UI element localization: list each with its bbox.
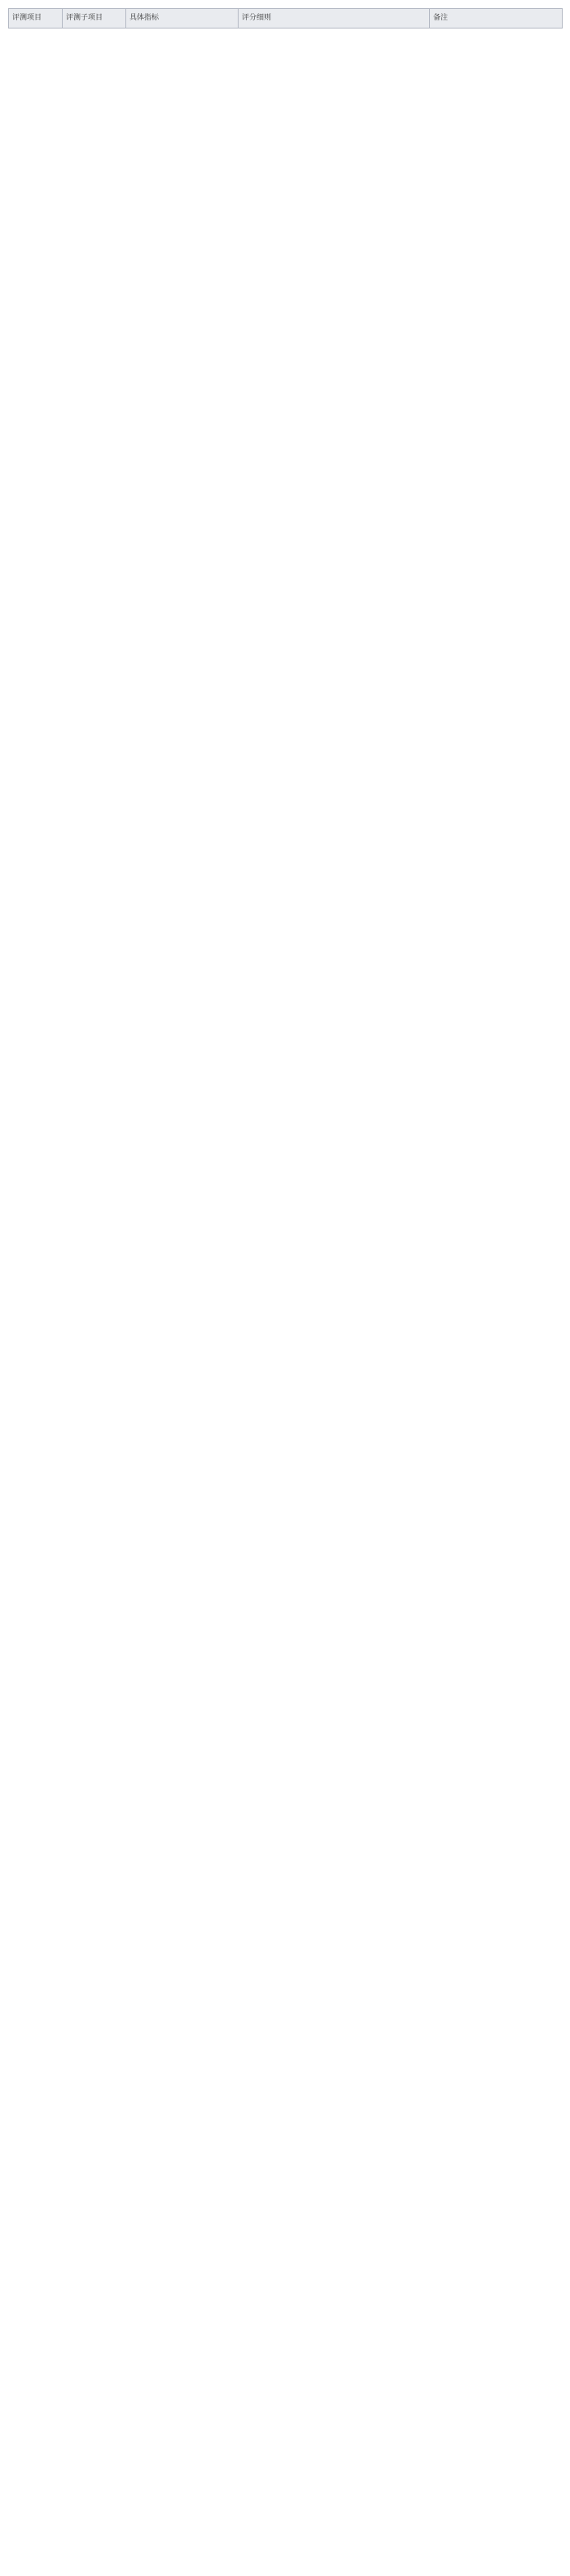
rating-table xyxy=(8,8,563,29)
table-header-row xyxy=(9,9,563,29)
header-cell: 具体指标 xyxy=(126,9,239,29)
header-cell: 评测子项目 xyxy=(63,9,126,29)
rating-table-container xyxy=(8,8,562,29)
header-cell: 评分细则 xyxy=(239,9,430,29)
header-cell: 备注 xyxy=(430,9,563,29)
header-cell: 评测项目 xyxy=(9,9,63,29)
